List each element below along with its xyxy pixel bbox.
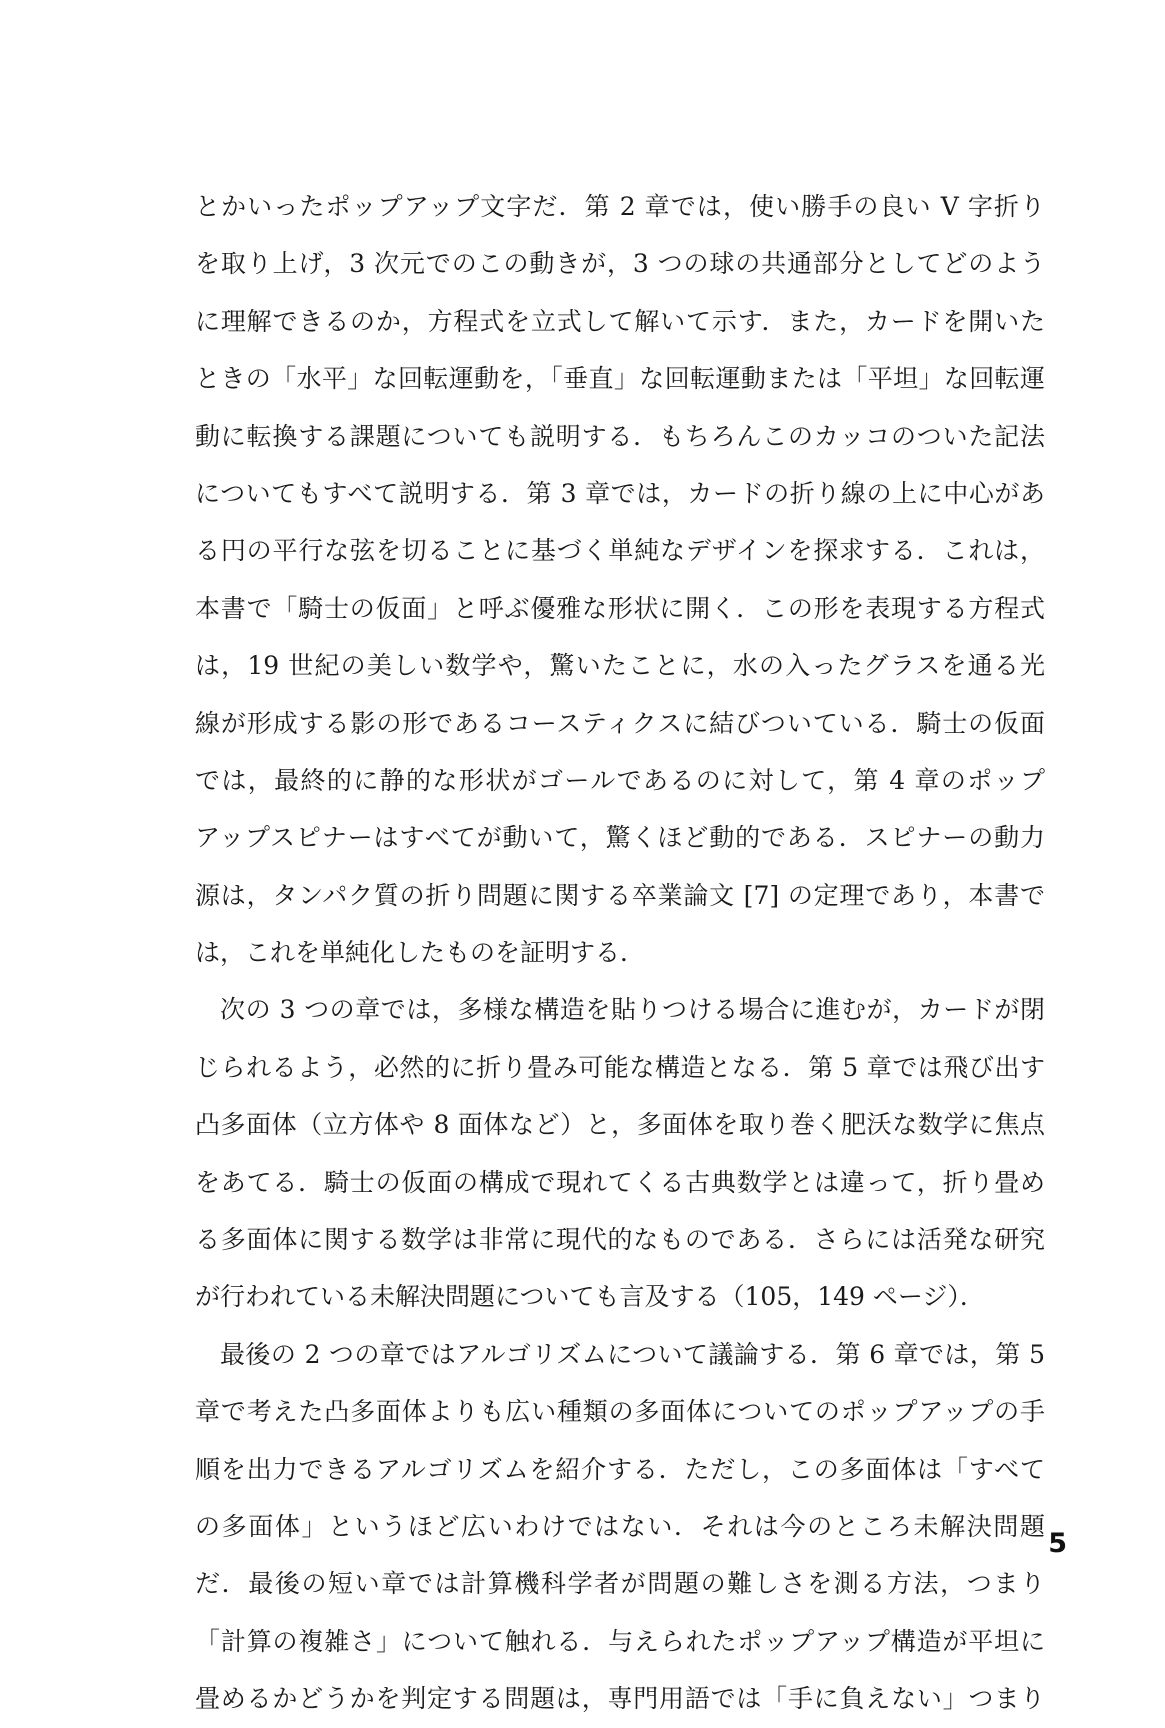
text-line: 凸多面体（立方体や 8 面体など）と，多面体を取り巻く肥沃な数学に焦点: [195, 1110, 1045, 1140]
body-text: [195, 178, 1045, 1728]
text-line: じられるよう，必然的に折り畳み可能な構造となる．第 5 章では飛び出す: [195, 1052, 1045, 1082]
text-line: 章で考えた凸多面体よりも広い種類の多面体についてのポップアップの手: [195, 1397, 1045, 1427]
text-line: 最後の 2 つの章ではアルゴリズムについて議論する．第 6 章では，第 5: [220, 1339, 1045, 1369]
text-line: の多面体」というほど広いわけではない．それは今のところ未解決問題: [195, 1511, 1045, 1541]
text-line: を取り上げ，3 次元でのこの動きが，3 つの球の共通部分としてどのよう: [195, 249, 1045, 279]
text-line: 「計算の複雑さ」について触れる．与えられたポップアップ構造が平坦に: [195, 1626, 1045, 1656]
text-line: 源は，タンパク質の折り問題に関する卒業論文 [7] の定理であり，本書で: [195, 880, 1045, 910]
paragraph-1: [195, 178, 1045, 981]
text-line: は，19 世紀の美しい数学や，驚いたことに，水の入ったグラスを通る光: [195, 651, 1045, 681]
text-line: 畳めるかどうかを判定する問題は，専門用語では「手に負えない」つまり: [195, 1684, 1045, 1714]
text-line: る円の平行な弦を切ることに基づく単純なデザインを探求する．これは，: [195, 536, 1045, 566]
text-line: ときの「水平」な回転運動を，「垂直」な回転運動または「平坦」な回転運: [195, 364, 1045, 394]
text-line: 動に転換する課題についても説明する．もちろんこのカッコのついた記法: [195, 421, 1045, 451]
paragraph-2: [195, 981, 1045, 1325]
text-line: が行われている未解決問題についても言及する（105，149 ページ）．: [195, 1282, 985, 1312]
paragraph-3: [195, 1326, 1045, 1728]
text-line: をあてる．騎士の仮面の構成で現れてくる古典数学とは違って，折り畳め: [195, 1167, 1045, 1197]
text-line: とかいったポップアップ文字だ．第 2 章では，使い勝手の良い V 字折り: [195, 192, 1045, 221]
page-number: 5: [1048, 1528, 1067, 1559]
text-line: アップスピナーはすべてが動いて，驚くほど動的である．スピナーの動力: [195, 823, 1045, 853]
text-line: 次の 3 つの章では，多様な構造を貼りつける場合に進むが，カードが閉: [220, 995, 1045, 1025]
text-line: 本書で「騎士の仮面」と呼ぶ優雅な形状に開く．この形を表現する方程式: [195, 593, 1045, 623]
text-line: に理解できるのか，方程式を立式して解いて示す．また，カードを開いた: [195, 306, 1045, 336]
text-line: についてもすべて説明する．第 3 章では，カードの折り線の上に中心があ: [195, 478, 1045, 508]
text-line: は，これを単純化したものを証明する．: [195, 938, 646, 968]
text-line: 線が形成する影の形であるコースティクスに結びついている．騎士の仮面: [195, 708, 1045, 738]
text-line: では，最終的に静的な形状がゴールであるのに対して，第 4 章のポップ: [195, 765, 1045, 795]
text-line: だ．最後の短い章では計算機科学者が問題の難しさを測る方法，つまり: [195, 1569, 1045, 1599]
text-line: る多面体に関する数学は非常に現代的なものである．さらには活発な研究: [195, 1225, 1045, 1255]
text-line: 順を出力できるアルゴリズムを紹介する．ただし，この多面体は「すべて: [195, 1454, 1045, 1484]
